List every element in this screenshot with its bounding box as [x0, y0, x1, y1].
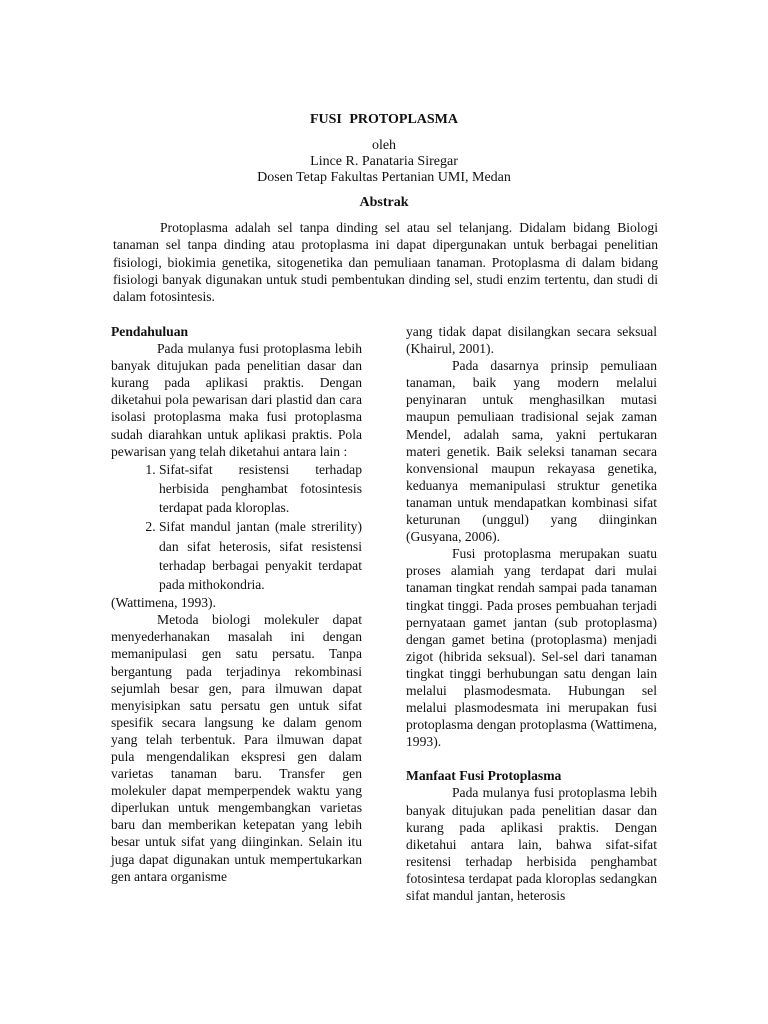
paragraph: Metoda biologi molekuler dapat menyederhanakan masalah ini dengan memanipulasi gen satu persatu. Tanpa bergantung pada terjadinya rekombinasi sejumlah besar gen, para ilmuwan dapat menyisipkan satu persatu gen untuk sifat spesifik secara langsung ke dalam genom yang telah terbentuk. Para ilmuwan dapat pula mengendalikan ekspresi gen dalam varietas tanaman baru. Transfer gen molekuler dapat memperpendek waktu yang diperlukan untuk mengembangkan varietas baru dan memberikan ketepatan yang lebih besar untuk sifat yang diinginkan. Selain itu juga dapat digunakan untuk mempertukarkan gen antara organisme: [111, 612, 362, 884]
paragraph: Pada dasarnya prinsip pemuliaan tanaman, baik yang modern melalui penyinaran untuk menghasilkan mutasi maupun pemuliaan tradisional sejak zaman Mendel, adalah sama, yakni pertukaran materi genetik. Baik seleksi tanaman secara konvensional maupun rekayasa genetika, keduanya memanipulasi struktur genetika tanaman untuk mendapatkan kombinasi sifat keturunan (unggul) yang diinginkan (Gusyana, 2006).: [406, 358, 657, 545]
paragraph: Pada mulanya fusi protoplasma lebih banyak ditujukan pada penelitian dasar dan kurang pada aplikasi praktis. Dengan diketahui antara lain, bahwa sifat-sifat resitensi terhadap herbisida penghambat fotosintesa terdapat pada kloroplas sedangkan sifat mandul jantan, heterosis: [406, 785, 657, 903]
section-heading-manfaat: Manfaat Fusi Protoplasma: [406, 768, 562, 784]
author-affiliation: Dosen Tetap Fakultas Pertanian UMI, Medan: [257, 170, 511, 185]
list-item: 2. Sifat mandul jantan (male strerility) dan sifat heterosis, sifat resistensi terhadap berbagai penyakit terdapat pada mithokondria.: [159, 517, 362, 594]
paper-title: FUSI PROTOPLASMA: [309, 112, 459, 127]
abstract-text: Protoplasma adalah sel tanpa dinding sel atau sel telanjang. Didalam bidang Biologi tanaman sel tanpa dinding atau protoplasma ini dapat dipergunakan untuk berbagai penelitian fisiologi, biokimia genetika, sitogenetika dan pemuliaan tanaman. Protoplasma di dalam bidang fisiologi banyak digunakan untuk studi pembentukan dinding sel, studi enzim tertentu, dan studi di dalam fotosintesis.: [113, 220, 658, 305]
paragraph: yang tidak dapat disilangkan secara seksual (Khairul, 2001).: [406, 324, 657, 357]
section-heading-pendahuluan: Pendahuluan: [111, 324, 189, 339]
paragraph: Pada mulanya fusi protoplasma lebih banyak ditujukan pada penelitian dasar dan kurang pada aplikasi praktis. Dengan diketahui pola pewarisan dari plastid dan cara isolasi protoplasma maka fusi protoplasma sudah diarahkan untuk aplikasi praktis. Pola pewarisan yang telah diketahui antara lain :: [111, 341, 362, 459]
right-column: [406, 323, 657, 904]
author-name: Lince R. Panataria Siregar: [310, 154, 458, 169]
list-item: 1. Sifat-sifat resistensi terhadap herbisida penghambat fotosintesis terdapat pada kloroplas.: [159, 460, 362, 518]
left-column: [111, 323, 362, 885]
paragraph: Fusi protoplasma merupakan suatu proses alamiah yang terdapat dari mulai tanaman tingkat rendah sampai pada tanaman tingkat tinggi. Pada proses pembuahan terjadi pernyataan gamet jantan (sub protoplasma) dengan gamet betina (protoplasma) menjadi zigot (hibrida seksual). Sel-sel dari tanaman tingkat tinggi berhubungan satu dengan lain melalui plasmodesmata. Hubungan sel melalui plasmodesmata ini merupakan fusi protoplasma dengan protoplasma (Wattimena, 1993).: [406, 546, 657, 750]
numbered-list: [111, 460, 362, 594]
abstract-heading: Abstrak: [359, 195, 409, 210]
citation: (Wattimena, 1993).: [111, 595, 216, 611]
byline-oleh: oleh: [371, 138, 397, 153]
